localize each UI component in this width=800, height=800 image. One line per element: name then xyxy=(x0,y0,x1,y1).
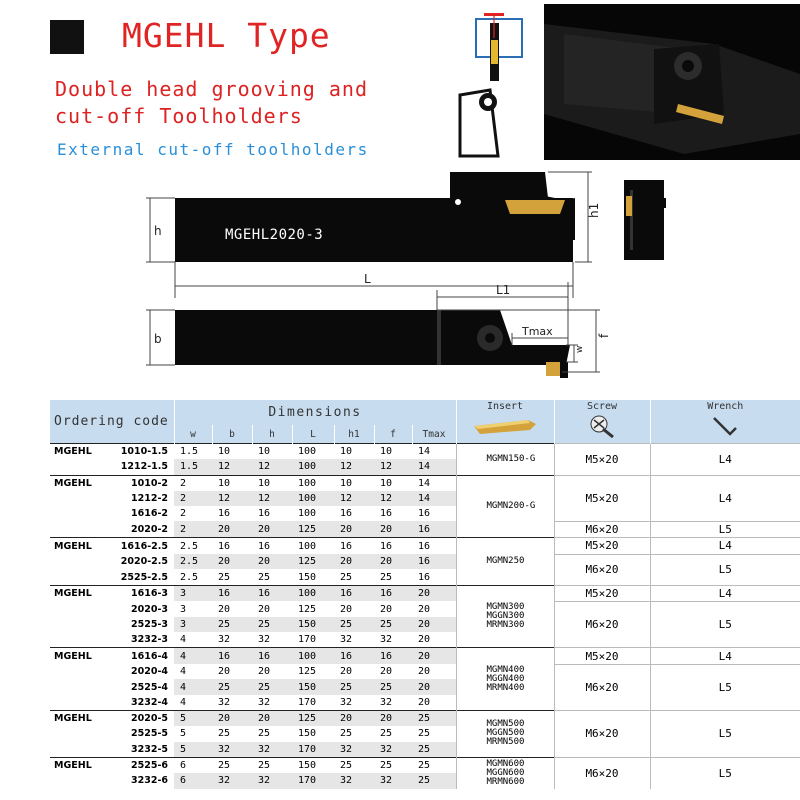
dimension-L xyxy=(175,262,573,298)
dim-cell-h1: 12 xyxy=(334,459,374,475)
dim-cell-tmax: 16 xyxy=(412,521,456,537)
dim-cell-f: 12 xyxy=(374,459,412,475)
table-row xyxy=(50,711,800,727)
series-cell xyxy=(50,459,110,475)
dim-Tmax-label: Tmax xyxy=(522,325,553,338)
dim-cell-tmax: 25 xyxy=(412,757,456,773)
dim-cell-h: 32 xyxy=(252,773,292,788)
table-row xyxy=(50,664,800,679)
insert-model: MGMN500 xyxy=(486,719,525,730)
dim-cell-h: 12 xyxy=(252,491,292,506)
dim-cell-b: 25 xyxy=(212,757,252,773)
dim-cell-h: 32 xyxy=(252,742,292,758)
dim-cell-b: 10 xyxy=(212,475,252,491)
dim-cell-h1: 16 xyxy=(334,648,374,664)
size-cell: 2525-3 xyxy=(131,618,168,630)
dim-cell-w: 5 xyxy=(174,711,212,727)
dim-cell-tmax: 16 xyxy=(418,508,431,520)
holder-code-text: MGEHL2020-3 xyxy=(225,227,324,243)
dim-cell-w: 4 xyxy=(174,648,212,664)
holder-top-view xyxy=(175,172,575,262)
size-cell: 1010-1.5 xyxy=(110,444,174,460)
dim-cell-w: 6 xyxy=(174,757,212,773)
dim-cell-h1: 20 xyxy=(340,603,353,615)
dim-cell-w: 6 xyxy=(174,773,212,788)
series-cell: MGEHL xyxy=(50,475,110,491)
dim-cell-b: 12 xyxy=(212,459,252,475)
size-cell: 3232-5 xyxy=(131,743,168,755)
insert-cell xyxy=(456,711,554,758)
dim-cell-w: 3 xyxy=(180,603,187,615)
screw-cell: M6×20 xyxy=(554,757,650,788)
dim-cell-tmax: 20 xyxy=(412,585,456,601)
dim-cell-l: 125 xyxy=(292,554,334,569)
wrench-cell: L4 xyxy=(650,648,800,664)
wrench-icon xyxy=(710,414,740,438)
dim-cell-h: 12 xyxy=(252,459,292,475)
dim-cell-h1: 10 xyxy=(334,444,374,460)
dim-cell-b: 20 xyxy=(218,666,231,678)
series-cell xyxy=(50,695,110,711)
dim-cell-b: 32 xyxy=(218,696,231,708)
dim-cell-l: 170 xyxy=(298,696,317,708)
size-cell: 2525-4 xyxy=(131,681,168,693)
insert-model: MGMN300 xyxy=(486,602,525,613)
size-cell: 2020-5 xyxy=(110,711,174,727)
dim-cell-h: 20 xyxy=(252,554,292,569)
dim-cell-l: 125 xyxy=(292,521,334,537)
series-cell: MGEHL xyxy=(50,444,110,460)
dim-cell-l: 125 xyxy=(298,666,317,678)
screw-cell: M5×20 xyxy=(554,648,650,664)
table-row xyxy=(50,538,800,554)
dim-cell-b: 25 xyxy=(212,617,252,632)
series-cell xyxy=(50,664,110,679)
dim-cell-w: 4 xyxy=(180,634,187,646)
dim-cell-w: 5 xyxy=(180,728,187,740)
dim-cell-tmax: 20 xyxy=(412,617,456,632)
dim-cell-w: 1.5 xyxy=(174,459,212,475)
dim-cell-b: 20 xyxy=(212,521,252,537)
dim-cell-b: 16 xyxy=(212,648,252,664)
insert-model: MRMN400 xyxy=(486,682,525,693)
series-cell xyxy=(50,679,110,694)
dim-cell-l: 100 xyxy=(298,508,317,520)
insert-cell xyxy=(456,538,554,585)
series-cell: MGEHL xyxy=(50,711,110,727)
dim-cell-h: 25 xyxy=(252,617,292,632)
series-cell xyxy=(50,773,110,788)
wrench-cell: L4 xyxy=(650,444,800,476)
dim-cell-l: 170 xyxy=(292,742,334,758)
dim-cell-b: 20 xyxy=(212,554,252,569)
dim-cell-f: 10 xyxy=(374,444,412,460)
size-cell: 3232-4 xyxy=(131,696,168,708)
dim-cell-h: 16 xyxy=(252,648,292,664)
dim-cell-w: 4 xyxy=(180,666,187,678)
dim-cell-f: 20 xyxy=(374,711,412,727)
series-cell: MGEHL xyxy=(50,757,110,773)
insert-cell xyxy=(456,585,554,648)
wrench-cell: L5 xyxy=(650,664,800,710)
dim-cell-f: 25 xyxy=(374,757,412,773)
dim-cell-w: 2 xyxy=(174,521,212,537)
dim-cell-l: 170 xyxy=(292,773,334,788)
header-screw-label: Screw xyxy=(586,401,618,412)
dim-L1-label: L1 xyxy=(496,283,511,297)
series-cell xyxy=(50,601,110,616)
wrench-cell: L5 xyxy=(650,711,800,758)
dim-cell-l: 170 xyxy=(298,634,317,646)
dim-cell-l: 150 xyxy=(292,757,334,773)
dim-cell-h: 16 xyxy=(252,585,292,601)
dim-cell-b: 16 xyxy=(212,585,252,601)
holder-side-view xyxy=(624,180,666,260)
dim-cell-h1: 32 xyxy=(340,634,353,646)
subtitle-line-2: cut-off Toolholders xyxy=(55,104,303,128)
dim-cell-h: 10 xyxy=(252,444,292,460)
dim-cell-l: 150 xyxy=(298,728,317,740)
dim-cell-b: 10 xyxy=(212,444,252,460)
insert-model: MGMN250 xyxy=(486,555,525,566)
insert-cell xyxy=(456,648,554,711)
table-row xyxy=(50,601,800,616)
dim-cell-tmax: 16 xyxy=(412,554,456,569)
screw-cell: M5×20 xyxy=(554,585,650,601)
dim-cell-b: 20 xyxy=(218,603,231,615)
dim-cell-b: 20 xyxy=(212,711,252,727)
wrench-cell: L4 xyxy=(650,538,800,554)
wrench-cell: L5 xyxy=(650,757,800,788)
size-cell: 1616-3 xyxy=(110,585,174,601)
dim-col-header: Tmax xyxy=(412,425,456,443)
table-row xyxy=(50,554,800,569)
size-cell: 3232-6 xyxy=(131,775,168,787)
dim-cell-h: 20 xyxy=(252,711,292,727)
insert-model: MGGN500 xyxy=(486,728,525,739)
dim-cell-tmax: 20 xyxy=(412,648,456,664)
dim-cell-l: 100 xyxy=(292,648,334,664)
table-row xyxy=(50,444,800,460)
dim-cell-f: 20 xyxy=(374,521,412,537)
size-cell: 1212-2 xyxy=(131,493,168,505)
dim-col-header: h1 xyxy=(334,425,374,443)
series-cell xyxy=(50,554,110,569)
insert-model: MGGN300 xyxy=(486,611,525,622)
dim-cell-w: 2 xyxy=(174,475,212,491)
size-cell: 3232-3 xyxy=(131,634,168,646)
dim-cell-w: 2.5 xyxy=(174,538,212,554)
dim-cell-tmax: 16 xyxy=(412,538,456,554)
wrench-cell: L5 xyxy=(650,554,800,585)
dim-cell-f: 20 xyxy=(380,603,393,615)
dim-cell-w: 4 xyxy=(180,696,187,708)
dim-cell-h1: 32 xyxy=(340,696,353,708)
size-cell: 1616-4 xyxy=(110,648,174,664)
screw-cell: M5×20 xyxy=(554,538,650,554)
dim-cell-b: 32 xyxy=(212,742,252,758)
dim-w-label: w xyxy=(575,345,585,353)
table-row xyxy=(50,757,800,773)
dim-cell-b: 25 xyxy=(218,728,231,740)
insert-model: MGGN600 xyxy=(486,767,525,778)
dim-cell-h1: 10 xyxy=(334,475,374,491)
header-ordering-code: Ordering code xyxy=(50,400,174,444)
dim-cell-tmax: 25 xyxy=(418,728,431,740)
dim-cell-f: 25 xyxy=(374,679,412,694)
header-insert-label: Insert xyxy=(486,401,524,412)
dim-cell-l: 100 xyxy=(292,459,334,475)
dim-cell-tmax: 14 xyxy=(412,444,456,460)
dim-h-label: h xyxy=(154,224,162,238)
dim-cell-f: 16 xyxy=(374,585,412,601)
dim-cell-f: 32 xyxy=(374,742,412,758)
dim-cell-h1: 16 xyxy=(340,508,353,520)
insert-cell xyxy=(456,757,554,788)
series-cell: MGEHL xyxy=(50,538,110,554)
dim-cell-f: 16 xyxy=(374,648,412,664)
dim-cell-l: 100 xyxy=(292,491,334,506)
series-cell xyxy=(50,632,110,648)
dim-cell-b: 25 xyxy=(218,571,231,583)
dim-f-label: f xyxy=(597,333,611,338)
dim-cell-tmax: 20 xyxy=(418,634,431,646)
dim-cell-h: 20 xyxy=(258,603,271,615)
dim-cell-h: 25 xyxy=(252,757,292,773)
dim-cell-h1: 25 xyxy=(340,728,353,740)
dim-cell-h: 32 xyxy=(258,696,271,708)
header-wrench-label: Wrench xyxy=(707,401,744,412)
dim-col-header: h xyxy=(252,425,292,443)
wrench-cell: L4 xyxy=(650,475,800,521)
dim-cell-h1: 12 xyxy=(334,491,374,506)
series-cell: MGEHL xyxy=(50,585,110,601)
size-cell: 1212-1.5 xyxy=(120,461,168,473)
dim-cell-f: 20 xyxy=(374,554,412,569)
dim-cell-w: 2 xyxy=(180,508,187,520)
dim-cell-h: 25 xyxy=(258,728,271,740)
series-cell xyxy=(50,742,110,758)
dim-cell-f: 16 xyxy=(380,508,393,520)
insert-model: MGGN400 xyxy=(486,673,525,684)
screw-cell: M6×20 xyxy=(554,601,650,647)
dim-col-header: f xyxy=(374,425,412,443)
dim-cell-h1: 20 xyxy=(334,711,374,727)
insert-cell xyxy=(456,444,554,476)
series-cell xyxy=(50,617,110,632)
size-cell: 2525-2.5 xyxy=(120,571,168,583)
dim-cell-f: 32 xyxy=(374,773,412,788)
dim-cell-h: 25 xyxy=(252,679,292,694)
dim-cell-h1: 16 xyxy=(334,585,374,601)
size-cell: 2020-2 xyxy=(131,523,168,535)
series-cell xyxy=(50,521,110,537)
dim-col-header: L xyxy=(292,425,334,443)
dim-cell-w: 2.5 xyxy=(174,554,212,569)
dim-cell-h: 25 xyxy=(258,571,271,583)
dim-cell-tmax: 20 xyxy=(412,679,456,694)
insert-model: MGMN400 xyxy=(486,664,525,675)
dim-cell-l: 125 xyxy=(298,603,317,615)
size-cell: 2525-5 xyxy=(131,728,168,740)
dim-cell-l: 100 xyxy=(292,585,334,601)
dim-cell-tmax: 25 xyxy=(412,711,456,727)
header-wrench xyxy=(650,400,800,444)
dim-h1-label: h1 xyxy=(587,202,601,218)
screw-cell: M6×20 xyxy=(554,711,650,758)
dim-cell-l: 150 xyxy=(292,617,334,632)
dim-b-label: b xyxy=(154,332,162,346)
dim-cell-tmax: 20 xyxy=(418,666,431,678)
series-cell xyxy=(50,569,110,585)
ordering-table xyxy=(50,400,800,789)
dim-cell-w: 3 xyxy=(174,585,212,601)
insert-model: MRMN500 xyxy=(486,737,525,748)
dim-cell-h1: 25 xyxy=(334,617,374,632)
size-cell: 2020-4 xyxy=(131,666,168,678)
size-cell: 1616-2 xyxy=(131,508,168,520)
header-dimensions: Dimensions xyxy=(174,400,456,425)
schematic-icon xyxy=(460,13,522,156)
wrench-cell: L4 xyxy=(650,585,800,601)
dim-col-header: w xyxy=(174,425,212,443)
holder-front-view xyxy=(175,310,570,378)
series-cell xyxy=(50,726,110,741)
ordering-table-container xyxy=(50,400,800,789)
table-row xyxy=(50,585,800,601)
dim-cell-h1: 25 xyxy=(340,571,353,583)
size-cell: 2020-2.5 xyxy=(120,556,168,568)
dim-cell-w: 3 xyxy=(174,617,212,632)
dim-cell-l: 100 xyxy=(292,475,334,491)
insert-model: MGMN600 xyxy=(486,758,525,769)
size-cell: 2020-3 xyxy=(131,603,168,615)
dim-cell-b: 16 xyxy=(218,508,231,520)
dim-cell-h: 10 xyxy=(252,475,292,491)
screw-cell: M6×20 xyxy=(554,554,650,585)
dim-cell-h: 32 xyxy=(258,634,271,646)
dim-L-label: L xyxy=(364,272,371,286)
header-screw xyxy=(554,400,650,444)
dim-cell-f: 32 xyxy=(380,634,393,646)
subtitle-line-3: External cut-off toolholders xyxy=(57,140,369,159)
insert-model: MGMN150-G xyxy=(486,453,536,464)
dim-cell-tmax: 25 xyxy=(412,773,456,788)
insert-model: MGMN200-G xyxy=(486,500,536,511)
dim-cell-l: 100 xyxy=(292,444,334,460)
dim-cell-f: 25 xyxy=(374,617,412,632)
dim-cell-b: 32 xyxy=(212,773,252,788)
page-title: MGEHL Type xyxy=(122,16,331,55)
size-cell: 1010-2 xyxy=(110,475,174,491)
series-cell: MGEHL xyxy=(50,648,110,664)
subtitle-line-1: Double head grooving and xyxy=(55,77,368,101)
screw-cell: M5×20 xyxy=(554,475,650,521)
dim-cell-l: 125 xyxy=(292,711,334,727)
dim-col-header: b xyxy=(212,425,252,443)
screw-cell: M6×20 xyxy=(554,521,650,537)
dim-cell-w: 2 xyxy=(174,491,212,506)
insert-cell xyxy=(456,475,554,538)
dim-cell-h: 20 xyxy=(252,521,292,537)
dim-cell-tmax: 20 xyxy=(418,696,431,708)
dim-cell-h1: 16 xyxy=(334,538,374,554)
dim-cell-h1: 20 xyxy=(334,554,374,569)
dim-cell-l: 150 xyxy=(298,571,317,583)
wrench-cell: L5 xyxy=(650,601,800,647)
dim-cell-tmax: 14 xyxy=(412,459,456,475)
dim-cell-f: 16 xyxy=(374,538,412,554)
dim-cell-b: 12 xyxy=(212,491,252,506)
dim-cell-tmax: 16 xyxy=(418,571,431,583)
dim-cell-tmax: 20 xyxy=(418,603,431,615)
dim-cell-h1: 20 xyxy=(334,521,374,537)
screw-icon xyxy=(587,414,617,438)
insert-icon xyxy=(470,414,540,436)
dim-cell-w: 4 xyxy=(174,679,212,694)
table-row xyxy=(50,648,800,664)
dim-cell-tmax: 25 xyxy=(412,742,456,758)
dim-cell-h1: 32 xyxy=(334,773,374,788)
dim-cell-f: 25 xyxy=(380,728,393,740)
size-cell: 1616-2.5 xyxy=(110,538,174,554)
dim-cell-b: 25 xyxy=(212,679,252,694)
wrench-cell: L5 xyxy=(650,521,800,537)
table-row xyxy=(50,475,800,491)
dim-cell-h: 16 xyxy=(252,538,292,554)
dim-cell-w: 2.5 xyxy=(180,571,199,583)
dim-cell-h1: 32 xyxy=(334,742,374,758)
dim-cell-f: 32 xyxy=(380,696,393,708)
dim-cell-l: 150 xyxy=(292,679,334,694)
dim-cell-f: 20 xyxy=(380,666,393,678)
screw-cell: M6×20 xyxy=(554,664,650,710)
dim-cell-b: 16 xyxy=(212,538,252,554)
dim-cell-w: 5 xyxy=(174,742,212,758)
dim-cell-h1: 25 xyxy=(334,679,374,694)
table-row xyxy=(50,521,800,537)
dim-cell-f: 12 xyxy=(374,491,412,506)
dim-cell-b: 32 xyxy=(218,634,231,646)
dim-cell-l: 100 xyxy=(292,538,334,554)
table-body xyxy=(50,444,800,789)
series-cell xyxy=(50,506,110,521)
series-cell xyxy=(50,491,110,506)
dim-cell-h: 20 xyxy=(258,666,271,678)
dim-cell-f: 25 xyxy=(380,571,393,583)
dim-cell-h1: 25 xyxy=(334,757,374,773)
dim-cell-tmax: 14 xyxy=(412,491,456,506)
dim-cell-h: 16 xyxy=(258,508,271,520)
size-cell: 2525-6 xyxy=(110,757,174,773)
insert-model: MRMN600 xyxy=(486,776,525,787)
dim-cell-tmax: 14 xyxy=(412,475,456,491)
screw-cell: M5×20 xyxy=(554,444,650,476)
header-insert xyxy=(456,400,554,444)
dim-cell-f: 10 xyxy=(374,475,412,491)
dim-cell-h1: 20 xyxy=(340,666,353,678)
insert-model: MRMN300 xyxy=(486,620,525,631)
dim-cell-w: 1.5 xyxy=(174,444,212,460)
